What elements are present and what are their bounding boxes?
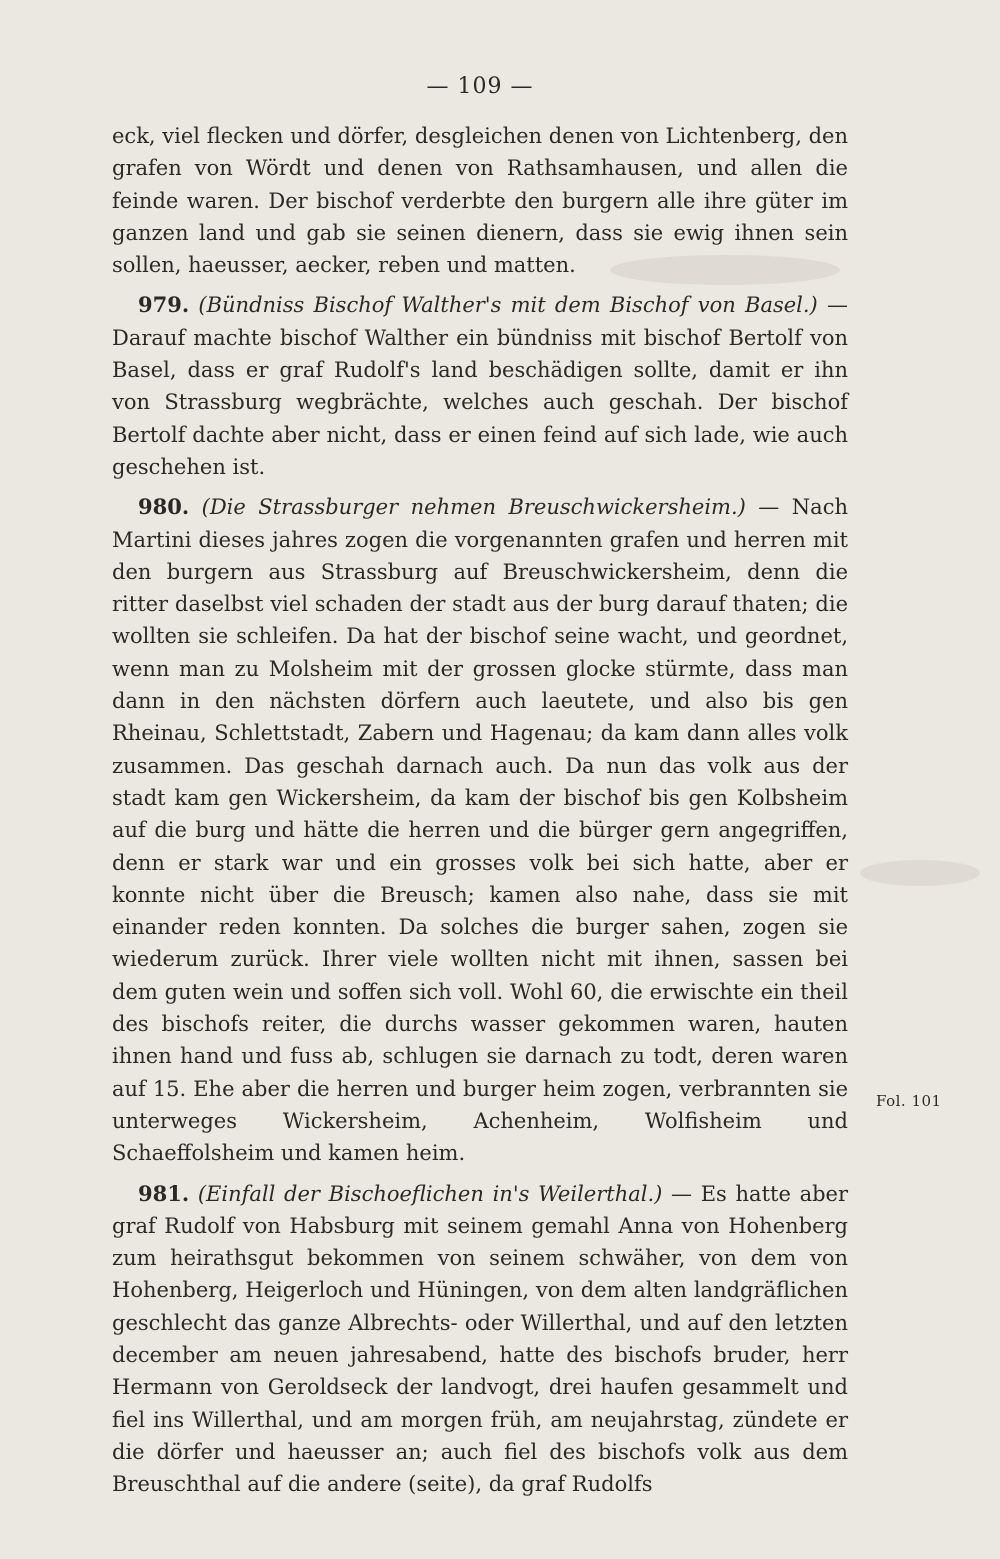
entry-number: 979. xyxy=(138,292,190,318)
entry-number: 981. xyxy=(138,1180,190,1206)
entry-number: 980. xyxy=(138,494,190,520)
entry-text: — Darauf machte bischof Walther ein bündniss mit bischof Bertolf von Basel, dass er graf Rudolf's land beschädigen sollte, damit er ihn von Strassburg wegbrächte, welches auch geschah. Der bischof Bertolf dachte aber nicht, dass er einen feind auf sich lade, wie auch geschehen ist. xyxy=(112,293,848,479)
entry-981 xyxy=(112,1178,848,1501)
entry-text: — Nach Martini dieses jahres zogen die vorgenannten grafen und herren mit den burgern aus Strassburg auf Breuschwickersheim, denn die ritter daselbst viel schaden der stadt aus der burg darauf thaten; die wollten sie schleifen. Da hat der bischof seine wacht, und geordnet, wenn man zu Molsheim mit der grossen glocke stürmte, dass man dann in den nächsten dörfern auch laeutete, und also bis gen Rheinau, Schlettstadt, Zabern und Hagenau; da kam dann alles volk zusammen. Das geschah darnach auch. Da nun das volk aus der stadt kam gen Wickersheim, da kam der bischof bis gen Kolbsheim auf die burg und hätte die herren und die bürger gern angegriffen, denn er stark war und ein grosses volk bei sich hatte, aber er konnte nicht über die Breusch; kamen also nahe, dass sie mit einander reden konnten. Da solches die burger sahen, zogen sie wiederum zurück. Ihrer viele wollten nicht mit ihnen, sassen bei dem guten wein und soffen sich voll. Wohl 60, die erwischte ein theil des bischofs reiter, die durchs wasser gekommen waren, hauten ihnen hand und fuss ab, schlugen sie darnach zu todt, deren waren auf 15. Ehe aber die herren und burger heim zogen, verbrannten sie unterweges Wickersheim, Achenheim, Wolfisheim und Schaeffolsheim und kamen heim. xyxy=(112,495,848,1166)
entry-980 xyxy=(112,491,848,1169)
entry-title: (Bündniss Bischof Walther's mit dem Bischof von Basel.) xyxy=(198,293,818,318)
show-through-stain xyxy=(860,860,980,886)
body-text xyxy=(112,120,848,1500)
page-number: — 109 — xyxy=(426,74,534,99)
entry-title: (Einfall der Bischoeflichen in's Weilerthal.) xyxy=(197,1181,663,1206)
entry-979 xyxy=(112,289,848,483)
entry-text: — Es hatte aber graf Rudolf von Habsburg mit seinem gemahl Anna von Hohenberg zum heirathsgut bekommen von seinem schwäher, von dem von Hohenberg, Heigerloch und Hüningen, von dem alten landgräflichen geschlecht das ganze Albrechts- oder Willerthal, und auf den letzten december am neuen jahresabend, hatte des bischofs bruder, herr Hermann von Geroldseck der landvogt, drei haufen gesammelt und fiel ins Willerthal, und am morgen früh, am neujahrstag, zündete er die dörfer und haeusser an; auch fiel des bischofs volk aus dem Breuschthal auf die andere (seite), da graf Rudolfs xyxy=(112,1181,849,1497)
opening-paragraph: eck, viel flecken und dörfer, desgleichen denen von Lichtenberg, den grafen von Wördt und denen von Rathsamhausen, und allen die feinde waren. Der bischof verderbte den burgern alle ihre güter im ganzen land und gab sie seinen dienern, dass sie ewig ihnen sein sollen, haeusser, aecker, reben und matten. xyxy=(112,124,848,278)
entry-title: (Die Strassburger nehmen Breuschwickersheim.) xyxy=(201,495,746,520)
folio-margin-note: Fol. 101 xyxy=(876,1092,942,1110)
